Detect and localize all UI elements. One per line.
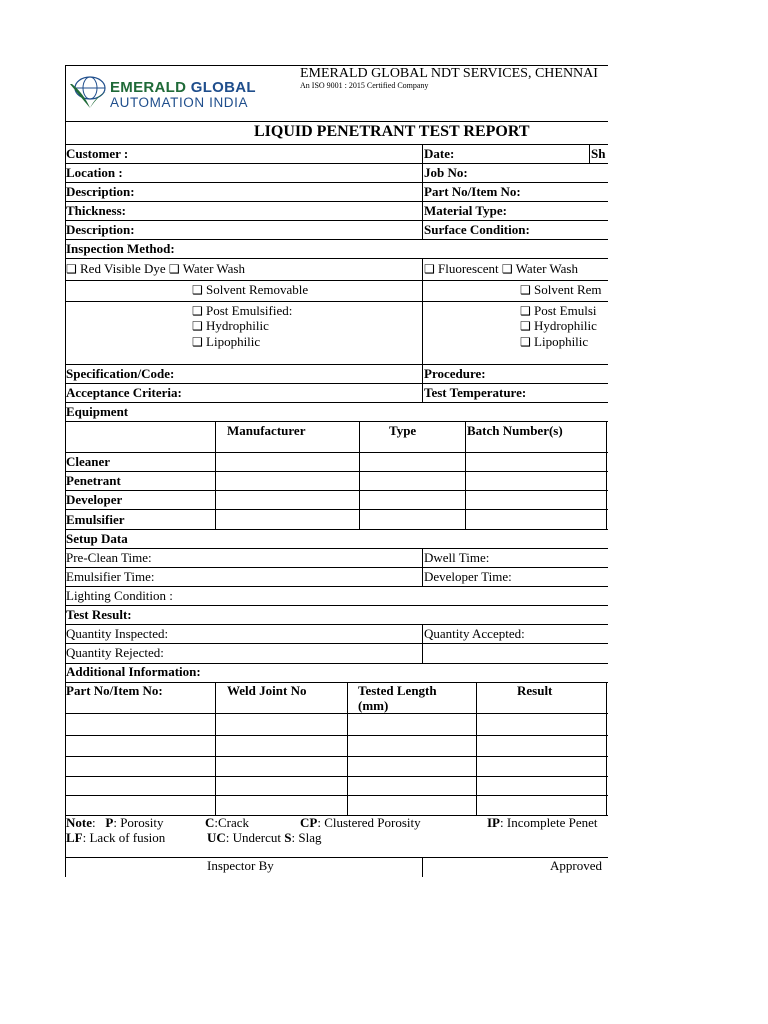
row-line (65, 509, 608, 510)
row-line (65, 301, 608, 302)
quantity-accepted-label: Quantity Accepted: (424, 626, 525, 641)
leaf-globe-icon (68, 74, 108, 114)
specification-label: Specification/Code: (66, 366, 175, 381)
col-divider (465, 421, 466, 529)
row-line (65, 624, 608, 625)
row-line (65, 529, 608, 530)
checkbox-icon[interactable]: ❑ (192, 304, 203, 318)
description-label: Description: (66, 184, 135, 199)
test-temperature-label: Test Temperature: (424, 385, 527, 400)
col-divider (606, 682, 607, 815)
signature-line (65, 857, 608, 858)
row-line (65, 421, 608, 422)
post-emulsified-option[interactable]: ❑ Post Emulsi (520, 303, 597, 318)
col-divider (422, 548, 423, 586)
col-divider (476, 682, 477, 815)
col-divider (215, 682, 216, 815)
note-lack-of-fusion: LF: Lack of fusion (66, 830, 166, 845)
row-line (65, 364, 608, 365)
row-line (65, 258, 608, 259)
inspector-by-label: Inspector By (207, 858, 274, 873)
hydrophilic-option[interactable]: ❑ Hydrophilic (520, 318, 597, 333)
report-title: LIQUID PENETRANT TEST REPORT (254, 123, 530, 140)
row-line (65, 605, 608, 606)
pre-clean-time-label: Pre-Clean Time: (66, 550, 152, 565)
row-line (65, 402, 608, 403)
checkbox-icon[interactable]: ❑ (501, 262, 513, 276)
weld-joint-no-header: Weld Joint No (227, 683, 307, 698)
dwell-time-label: Dwell Time: (424, 550, 490, 565)
note-clustered-porosity: CP: Clustered Porosity (300, 815, 421, 830)
sheet-label: Sh (591, 146, 606, 161)
row-line (65, 220, 608, 221)
row-line (65, 735, 608, 736)
header-divider (65, 121, 608, 122)
checkbox-icon[interactable]: ❑ (424, 262, 435, 276)
quantity-inspected-label: Quantity Inspected: (66, 626, 169, 641)
row-line (65, 471, 608, 472)
checkbox-icon[interactable]: ❑ (192, 319, 203, 333)
type-header: Type (389, 423, 417, 438)
col-divider (347, 682, 348, 815)
note-line-1: Note: P: Porosity (66, 815, 164, 830)
tested-length-header: Tested Length (358, 683, 437, 698)
row-line (65, 643, 608, 644)
solvent-removable-option[interactable]: ❑ Solvent Rem (520, 282, 602, 297)
row-line (65, 280, 608, 281)
row-line (65, 383, 608, 384)
test-result-heading: Test Result: (66, 607, 132, 622)
material-type-label: Material Type: (424, 203, 507, 218)
company-logo (68, 74, 278, 114)
developer-label: Developer (66, 492, 123, 507)
col-divider (422, 258, 423, 364)
checkbox-icon[interactable]: ❑ (520, 319, 531, 333)
setup-data-heading: Setup Data (66, 531, 128, 546)
emulsifier-label: Emulsifier (66, 512, 125, 527)
part-no-header: Part No/Item No: (66, 683, 163, 698)
red-visible-dye-option[interactable]: ❑ Red Visible Dye ❑ Water Wash (66, 261, 245, 276)
row-line (65, 548, 608, 549)
customer-label: Customer : (66, 146, 129, 161)
checkbox-icon[interactable]: ❑ (520, 283, 531, 297)
result-header: Result (517, 683, 553, 698)
row-line (65, 713, 608, 714)
row-line (65, 795, 608, 796)
equipment-heading: Equipment (66, 404, 129, 419)
cleaner-label: Cleaner (66, 454, 111, 469)
fluorescent-option[interactable]: ❑ Fluorescent ❑ Water Wash (424, 261, 578, 276)
row-line (65, 586, 608, 587)
logo-line-1: EMERALD GLOBAL (110, 79, 256, 96)
checkbox-icon[interactable]: ❑ (168, 262, 180, 276)
row-line (65, 163, 608, 164)
col-divider (422, 857, 423, 877)
row-line (65, 239, 608, 240)
additional-information-heading: Additional Information: (66, 664, 201, 679)
note-crack: C:Crack (205, 815, 250, 830)
manufacturer-header: Manufacturer (227, 423, 306, 438)
quantity-rejected-label: Quantity Rejected: (66, 645, 164, 660)
logo-line-2: AUTOMATION INDIA (110, 95, 249, 110)
row-line (65, 144, 608, 145)
row-line (65, 182, 608, 183)
row-line (65, 776, 608, 777)
lighting-condition-label: Lighting Condition : (66, 588, 173, 603)
col-divider (215, 421, 216, 529)
penetrant-label: Penetrant (66, 473, 121, 488)
lipophilic-option[interactable]: ❑ Lipophilic (520, 334, 589, 349)
row-line (65, 452, 608, 453)
thickness-label: Thickness: (66, 203, 126, 218)
col-divider (422, 624, 423, 663)
hydrophilic-option[interactable]: ❑ Hydrophilic (192, 318, 269, 333)
note-incomplete-penetration: IP: Incomplete Penet (487, 815, 598, 830)
checkbox-icon[interactable]: ❑ (520, 335, 531, 349)
checkbox-icon[interactable]: ❑ (66, 262, 77, 276)
checkbox-icon[interactable]: ❑ (192, 283, 203, 297)
part-no-label: Part No/Item No: (424, 184, 521, 199)
approved-by-label: Approved (550, 858, 602, 873)
solvent-removable-option[interactable]: ❑ Solvent Removable (192, 282, 309, 297)
note-undercut-slag: UC: Undercut S: Slag (207, 830, 322, 845)
emulsifier-time-label: Emulsifier Time: (66, 569, 155, 584)
company-certification: An ISO 9001 : 2015 Certified Company (300, 81, 429, 90)
row-line (65, 567, 608, 568)
col-divider (606, 421, 607, 529)
col-divider (589, 144, 590, 163)
col-divider (422, 364, 423, 402)
row-line (65, 756, 608, 757)
surface-condition-label: Surface Condition: (424, 222, 530, 237)
post-emulsified-option[interactable]: ❑ Post Emulsified: (192, 303, 293, 318)
date-label: Date: (424, 146, 455, 161)
row-line (65, 490, 608, 491)
checkbox-icon[interactable]: ❑ (192, 335, 203, 349)
inspection-method-label: Inspection Method: (66, 241, 175, 256)
col-divider (359, 421, 360, 529)
company-name: EMERALD GLOBAL NDT SERVICES, CHENNAI (300, 66, 598, 81)
description-label: Description: (66, 222, 135, 237)
col-divider (422, 144, 423, 239)
location-label: Location : (66, 165, 123, 180)
lipophilic-option[interactable]: ❑ Lipophilic (192, 334, 261, 349)
developer-time-label: Developer Time: (424, 569, 512, 584)
procedure-label: Procedure: (424, 366, 486, 381)
row-line (65, 201, 608, 202)
acceptance-criteria-label: Acceptance Criteria: (66, 385, 182, 400)
checkbox-icon[interactable]: ❑ (520, 304, 531, 318)
tested-length-unit: (mm) (358, 698, 389, 713)
batch-number-header: Batch Number(s) (467, 423, 563, 438)
job-no-label: Job No: (424, 165, 468, 180)
